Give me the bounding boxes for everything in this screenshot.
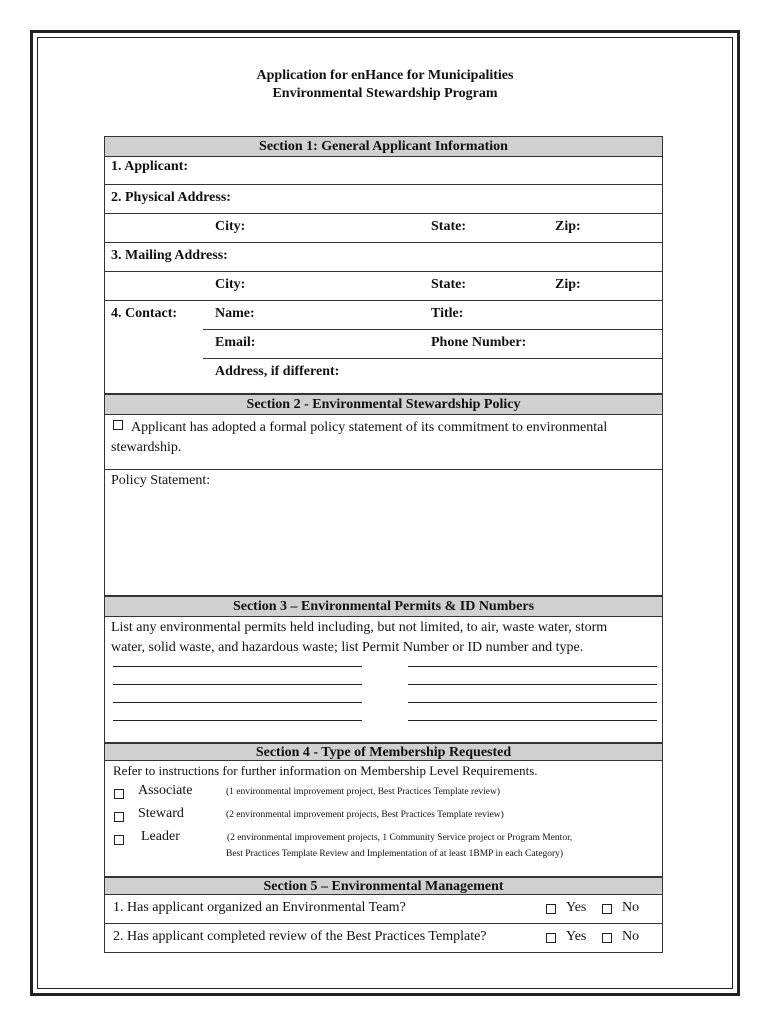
section-4-header: Section 4 - Type of Membership Requested: [104, 743, 663, 761]
permit-line[interactable]: [408, 720, 657, 721]
mailing-city-state-zip-row[interactable]: [104, 272, 663, 301]
permit-line[interactable]: [113, 684, 362, 685]
associate-label: Associate: [138, 783, 193, 798]
membership-option-steward[interactable]: [105, 806, 662, 829]
leader-checkbox[interactable]: [114, 835, 124, 845]
leader-desc-line1: (2 environmental improvement projects, 1 Community Service project or Program Mentor,: [227, 833, 573, 843]
physical-city-state-zip-row[interactable]: [104, 214, 663, 243]
associate-checkbox[interactable]: [114, 789, 124, 799]
question-2-row: [104, 924, 663, 953]
policy-statement-field[interactable]: [104, 470, 663, 596]
leader-label: Leader: [141, 829, 180, 844]
membership-instructions: Refer to instructions for further information on Membership Level Requirements.: [113, 763, 538, 778]
steward-checkbox[interactable]: [114, 812, 124, 822]
city-label: City:: [215, 219, 246, 234]
phone-label: Phone Number:: [431, 335, 527, 350]
section-3-header: Section 3 – Environmental Permits & ID Numbers: [104, 596, 663, 617]
q2-no-checkbox[interactable]: [602, 933, 612, 943]
form-subtitle: Environmental Stewardship Program: [272, 86, 498, 101]
state-label: State:: [431, 277, 466, 292]
permits-instructions-line1: List any environmental permits held including, but not limited, to air, waste water, storm: [111, 620, 608, 635]
name-label: Name:: [215, 306, 255, 321]
title-label: Title:: [431, 306, 464, 321]
q2-no-label: No: [622, 929, 640, 944]
applicant-row[interactable]: [104, 157, 663, 185]
email-label: Email:: [215, 335, 256, 350]
steward-label: Steward: [138, 806, 184, 821]
permit-line[interactable]: [113, 666, 362, 667]
section-2-header: Section 2 - Environmental Stewardship Policy: [104, 394, 663, 415]
permit-line[interactable]: [113, 720, 362, 721]
q2-yes-checkbox[interactable]: [546, 933, 556, 943]
zip-label: Zip:: [555, 219, 581, 234]
q1-yes-label: Yes: [566, 900, 587, 915]
section-1-header: Section 1: General Applicant Information: [104, 136, 663, 157]
question-2-text: 2. Has applicant completed review of the Best Practices Template?: [113, 929, 487, 944]
zip-label: Zip:: [555, 277, 581, 292]
q1-no-label: No: [622, 900, 640, 915]
applicant-label: 1. Applicant:: [111, 159, 189, 174]
policy-statement-label: Policy Statement:: [111, 473, 211, 488]
q2-yes-label: Yes: [566, 929, 587, 944]
physical-address-label: 2. Physical Address:: [111, 190, 231, 205]
contact-address-row[interactable]: [104, 359, 663, 394]
question-1-row: [104, 895, 663, 924]
question-1-text: 1. Has applicant organized an Environmental Team?: [113, 900, 406, 915]
policy-checkbox-label-cont: stewardship.: [111, 440, 182, 455]
physical-address-row[interactable]: [104, 185, 663, 214]
membership-options: [104, 761, 663, 877]
policy-checkbox-label: Applicant has adopted a formal policy statement of its commitment to environmental: [131, 420, 608, 435]
contact-label: 4. Contact:: [111, 306, 178, 321]
mailing-address-label: 3. Mailing Address:: [111, 248, 228, 263]
section-5-header: Section 5 – Environmental Management: [104, 877, 663, 895]
q1-yes-checkbox[interactable]: [546, 904, 556, 914]
permits-field[interactable]: [104, 617, 663, 743]
q1-no-checkbox[interactable]: [602, 904, 612, 914]
associate-desc: (1 environmental improvement project, Best Practices Template review): [226, 787, 501, 797]
contact-name-row[interactable]: [104, 301, 663, 330]
application-form: [104, 136, 663, 953]
policy-checkbox[interactable]: [113, 420, 123, 430]
address-if-different-label: Address, if different:: [215, 364, 340, 379]
contact-email-row[interactable]: [104, 330, 663, 359]
permit-line[interactable]: [408, 666, 657, 667]
leader-desc-line2: Best Practices Template Review and Implementation of at least 1BMP in each Category): [226, 849, 564, 859]
mailing-address-row[interactable]: [104, 243, 663, 272]
permit-line[interactable]: [408, 702, 657, 703]
permits-instructions-line2: water, solid waste, and hazardous waste; list Permit Number or ID number and type.: [111, 640, 584, 655]
membership-option-associate[interactable]: [105, 783, 662, 806]
permit-line[interactable]: [408, 684, 657, 685]
form-title: Application for enHance for Municipalities: [256, 68, 514, 83]
policy-checkbox-row: [104, 415, 663, 470]
membership-option-leader[interactable]: [105, 829, 662, 867]
permit-line[interactable]: [113, 702, 362, 703]
city-label: City:: [215, 277, 246, 292]
steward-desc: (2 environmental improvement projects, Best Practices Template review): [226, 810, 504, 820]
state-label: State:: [431, 219, 466, 234]
